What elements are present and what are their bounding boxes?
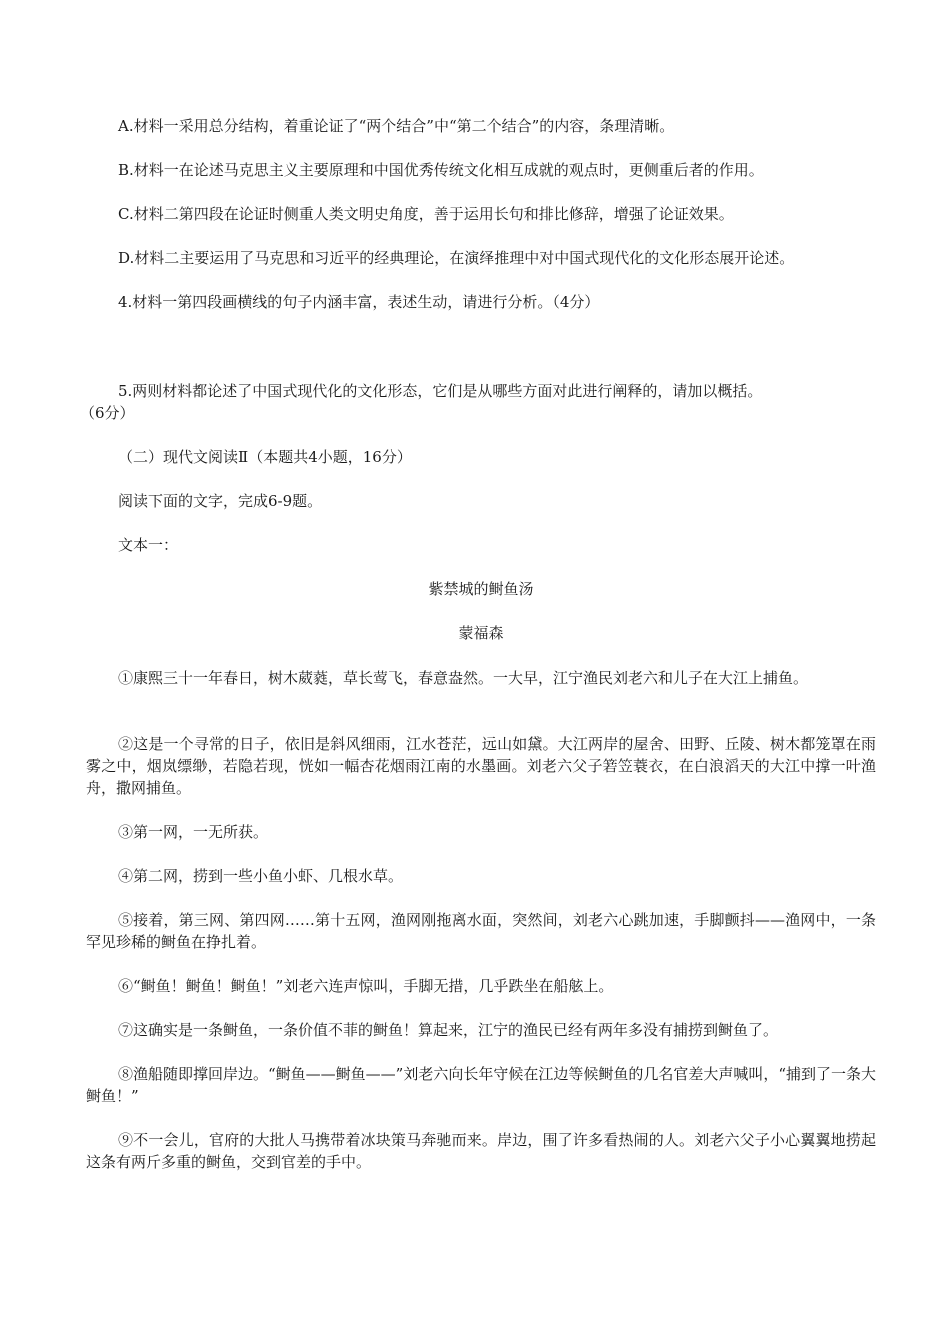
article-author: 蒙福森 [458,624,504,642]
text-label: 文本一： [118,536,179,554]
paragraph-5: ⑤接着，第三网、第四网……第十五网，渔网刚拖离水面，突然间，刘老六心跳加速，手脚颤抖——渔网中，一条罕见珍稀的鲥鱼在挣扎着。 [86,911,876,951]
paragraph-4: ④第二网，捞到一些小鱼小虾、几根水草。 [118,867,404,885]
option-c: C.材料二第四段在论证时侧重人类文明史角度，善于运用长句和排比修辞，增强了论证效果。 [118,205,734,223]
reading-instruction: 阅读下面的文字，完成6-9题。 [118,492,323,510]
paragraph-6: ⑥“鲥鱼！鲥鱼！鲥鱼！”刘老六连声惊叫，手脚无措，几乎跌坐在船舷上。 [118,977,614,995]
option-d: D.材料二主要运用了马克思和习近平的经典理论，在演绎推理中对中国式现代化的文化形态展开论述。 [118,249,795,267]
article-title: 紫禁城的鲥鱼汤 [428,580,534,598]
paragraph-7: ⑦这确实是一条鲥鱼，一条价值不菲的鲥鱼！算起来，江宁的渔民已经有两年多没有捕捞到鲥鱼了。 [118,1021,779,1039]
paragraph-1: ①康熙三十一年春日，树木葳蕤，草长莺飞，春意盎然。一大早，江宁渔民刘老六和儿子在大江上捕鱼。 [118,669,809,687]
option-a: A.材料一采用总分结构，着重论证了“两个结合”中“第二个结合”的内容，条理清晰。 [118,117,675,135]
question-5-line1: 5.两则材料都论述了中国式现代化的文化形态，它们是从哪些方面对此进行阐释的，请加以概括。 [118,382,763,400]
question-5-line2: （6分） [80,404,135,422]
question-4: 4.材料一第四段画横线的句子内涵丰富，表述生动，请进行分析。（4分） [118,293,600,311]
paragraph-3: ③第一网，一无所获。 [118,823,269,841]
paragraph-2: ②这是一个寻常的日子，依旧是斜风细雨，江水苍茫，远山如黛。大江两岸的屋舍、田野、丘陵、树木都笼罩在雨雾之中，烟岚缥缈，若隐若现，恍如一幅杏花烟雨江南的水墨画。刘老六父子箬笠蓑衣，在白浪滔天的大江中撑一叶渔舟，撒网捕鱼。 [86,735,876,797]
paragraph-9: ⑨不一会儿，官府的大批人马携带着冰块策马奔驰而来。岸边，围了许多看热闹的人。刘老六父子小心翼翼地捞起这条有两斤多重的鲥鱼，交到官差的手中。 [86,1131,876,1171]
section-heading: （二）现代文阅读Ⅱ（本题共4小题，16分） [118,448,412,466]
option-b: B.材料一在论述马克思主义主要原理和中国优秀传统文化相互成就的观点时，更侧重后者的作用。 [118,161,764,179]
paragraph-8: ⑧渔船随即撑回岸边。“鲥鱼——鲥鱼——”刘老六向长年守候在江边等候鲥鱼的几名官差大声喊叫，“捕到了一条大鲥鱼！” [86,1065,877,1105]
